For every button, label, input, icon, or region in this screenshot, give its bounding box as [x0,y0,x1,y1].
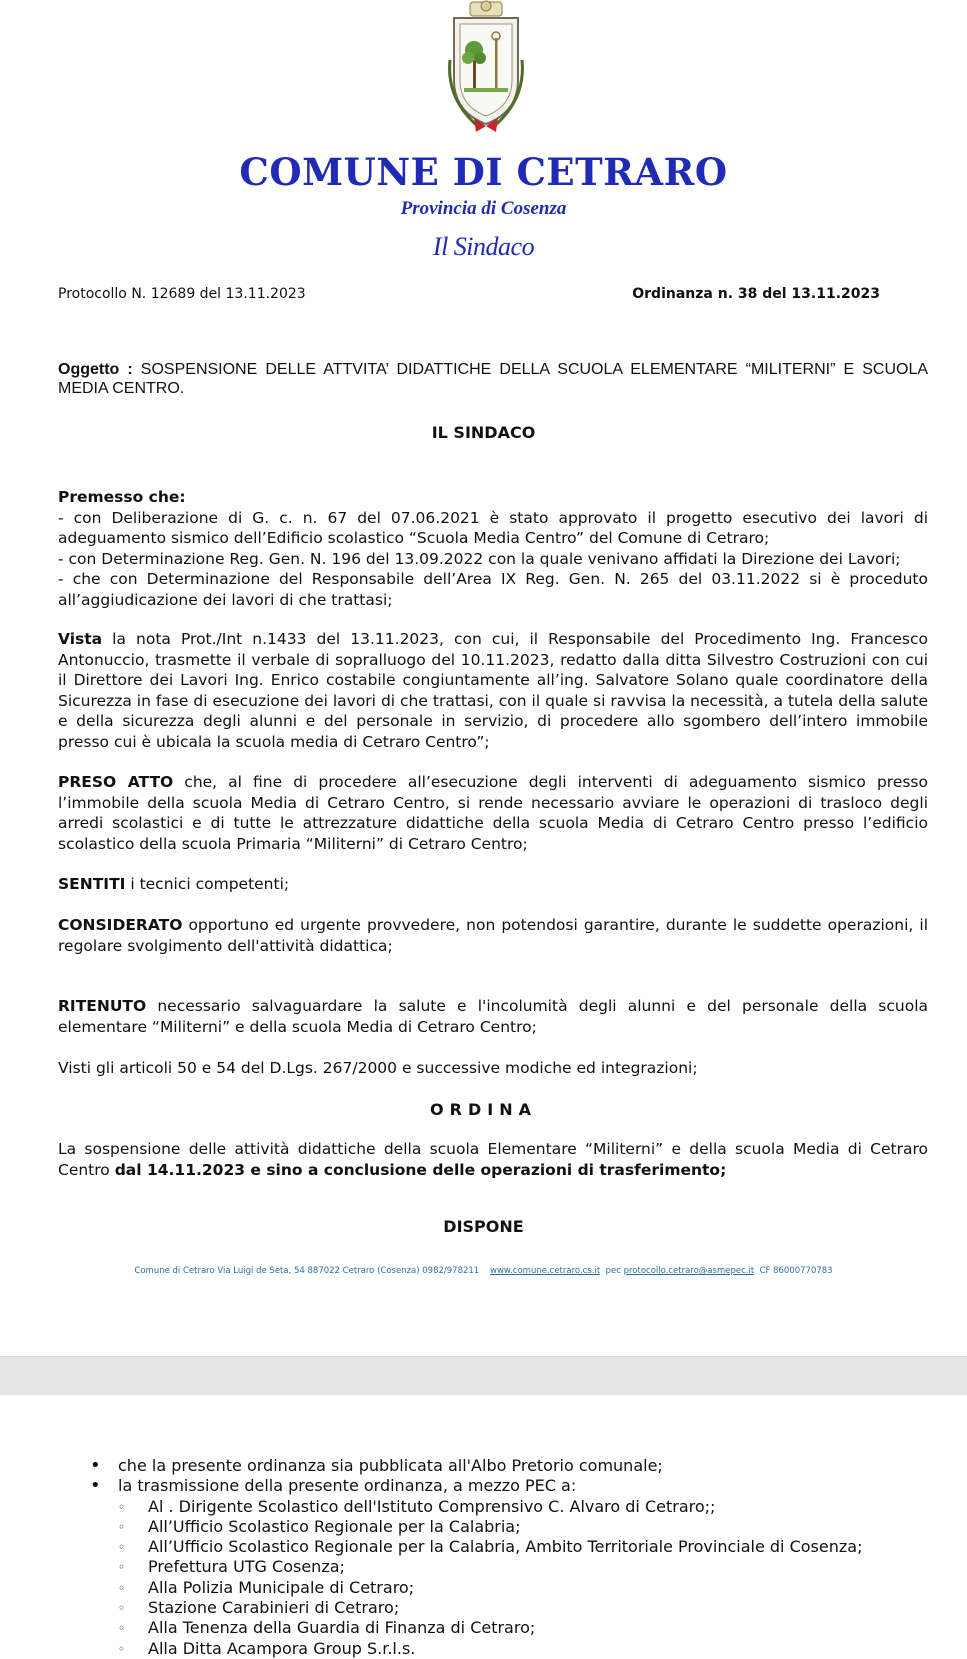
premesso-label: Premesso che: [58,488,186,506]
list-item: • la trasmissione della presente ordinanza, a mezzo PEC a: [90,1476,950,1496]
page-footer [0,1266,967,1276]
footer-cf: CF 86000770783 [759,1266,833,1276]
ordina-text: La sospensione delle attività didattiche della scuola Elementare “Militerni” e della scuola Media di Cetraro Centro [58,1140,928,1179]
comune-title: COMUNE DI CETRARO [239,150,728,194]
ritenuto-paragraph [58,996,928,1037]
considerato-label: CONSIDERATO [58,916,183,934]
considerato-paragraph [58,915,928,956]
ordina-bold-text: dal 14.11.2023 e sino a conclusione delle operazioni di trasferimento; [114,1160,727,1179]
footer-pec-link[interactable]: protocollo.cetraro@asmepec.it [623,1266,755,1276]
vista-label: Vista [58,630,103,648]
dispone-list [90,1456,950,1659]
premesso-line: - con Deliberazione di G. c. n. 67 del 07.06.2021 è stato approvato il progetto esecutivo dei lavori di adeguamento sismico dell’Edificio scolastico “Scuola Media Centro” del Comune di Cetraro; [58,508,928,547]
oggetto-paragraph [58,360,928,398]
considerato-text: opportuno ed urgente provvedere, non potendosi garantire, durante le suddette operazioni, il regolare svolgimento dell'attività didattica; [58,916,928,955]
oggetto-label: Oggetto : [58,361,133,378]
premesso-section [58,487,928,610]
recipient-item: ◦ Alla Tenenza della Guardia di Finanza di Cetraro; [90,1618,950,1638]
protocollo-number: Protocollo N. 12689 del 13.11.2023 [58,286,306,302]
recipient-item: ◦ All’Ufficio Scolastico Regionale per la Calabria, Ambito Territoriale Provinciale di Cosenza; [90,1537,950,1557]
page-separator [0,1356,967,1396]
vista-paragraph [58,629,928,752]
comune-crest-logo [440,0,532,136]
footer-pec-label: pec [605,1266,621,1276]
recipient-item: ◦ Alla Ditta Acampora Group S.r.l.s. [90,1639,950,1659]
il-sindaco-heading: IL SINDACO [431,423,536,442]
list-item: • che la presente ordinanza sia pubblicata all'Albo Pretorio comunale; [90,1456,950,1476]
dispone-heading: DISPONE [443,1217,524,1236]
ritenuto-text: necessario salvaguardare la salute e l'incolumità degli alunni e del personale della scuola elementare “Militerni” e della scuola Media di Cetraro Centro; [58,997,928,1036]
recipient-item: ◦ Al . Dirigente Scolastico dell'Istituto Comprensivo C. Alvaro di Cetraro;; [90,1497,950,1517]
ritenuto-label: RITENUTO [58,997,147,1015]
premesso-line: - che con Determinazione del Responsabile dell’Area IX Reg. Gen. N. 265 del 03.11.2022 si è proceduto all’aggiudicazione dei lavori di che trattasi; [58,570,928,609]
recipient-item: ◦ Stazione Carabinieri di Cetraro; [90,1598,950,1618]
preso-atto-text: che, al fine di procedere all’esecuzione degli interventi di adeguamento sismico presso l’immobile della scuola Media di Cetraro Centro, si rende necessario avviare le operazioni di trasloco degli arredi scolastici e di tutte le attrezzature didattiche della scuola Media di Cetraro Centro presso l’edificio scolastico della scuola Primaria “Militerni” di Cetraro Centro; [58,773,928,853]
recipient-item: ◦ All’Ufficio Scolastico Regionale per la Calabria; [90,1517,950,1537]
recipient-item: ◦ Alla Polizia Municipale di Cetraro; [90,1578,950,1598]
sentiti-text: i tecnici competenti; [125,875,290,893]
footer-address: Comune di Cetraro Via Luigi de Seta, 54 887022 Cetraro (Cosenza) 0982/978211 [134,1266,480,1276]
sentiti-paragraph [58,874,928,895]
provincia-subtitle: Provincia di Cosenza [400,198,567,219]
footer-website-link[interactable]: www.comune.cetraro.cs.it [490,1266,601,1276]
recipient-item: ◦ Prefettura UTG Cosenza; [90,1557,950,1577]
sentiti-label: SENTITI [58,875,126,893]
ordina-heading: ORDINA [430,1100,537,1119]
oggetto-text: SOSPENSIONE DELLE ATTVITA’ DIDATTICHE DELLA SCUOLA ELEMENTARE “MILITERNI” E SCUOLA MEDIA CENTRO. [58,361,929,397]
ordinanza-number: Ordinanza n. 38 del 13.11.2023 [632,286,880,302]
preso-atto-label: PRESO ATTO [58,773,174,791]
premesso-line: - con Determinazione Reg. Gen. N. 196 del 13.09.2022 con la quale venivano affidati la Direzione dei Lavori; [58,549,901,568]
preso-atto-paragraph [58,772,928,854]
sindaco-signature: Il Sindaco [432,232,535,261]
ordina-paragraph [58,1139,928,1180]
visti-paragraph: Visti gli articoli 50 e 54 del D.Lgs. 267/2000 e successive modiche ed integrazioni; [58,1059,698,1077]
vista-text: la nota Prot./Int n.1433 del 13.11.2023, con cui, il Responsabile del Procedimento Ing. Francesco Antonuccio, trasmette il verbale di sopralluogo del 10.11.2023, redatto dalla ditta Silvestro Costruzioni con cui il Direttore dei Lavori Ing. Enrico costabile congiuntamente all’ing. Salvatore Solano quale coordinatore della Sicurezza in fase di esecuzione dei lavori di che trattasi, con il quale si ravvisa la necessità, a tutela della salute e della sicurezza degli alunni e del personale in servizio, di procedere allo sgombero dell’intero immobile presso cui è ubicala la scuola media di Cetraro Centro”; [58,630,928,751]
